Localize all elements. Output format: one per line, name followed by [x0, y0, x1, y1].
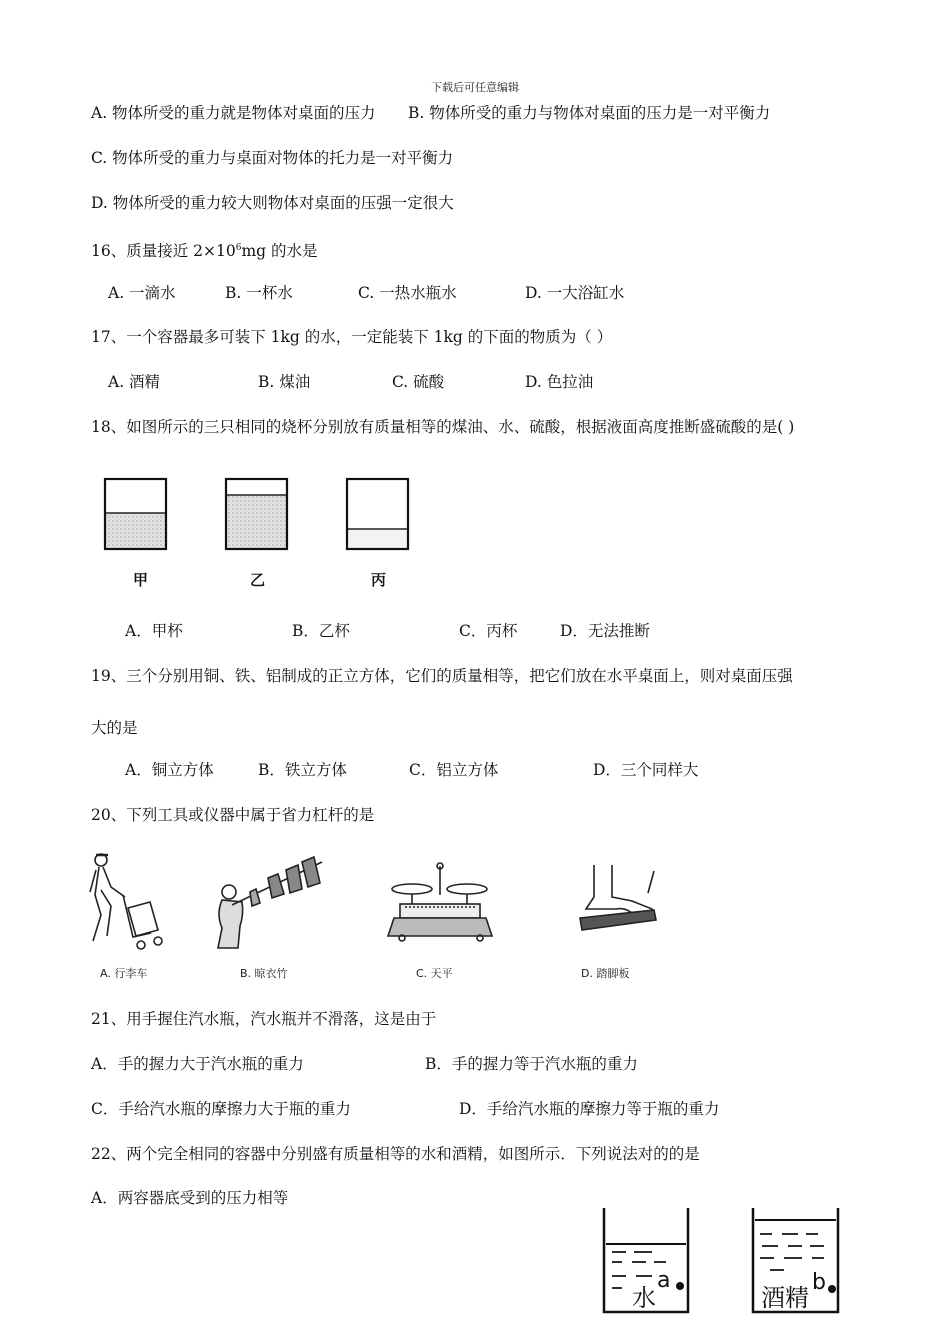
alcohol-label: 酒精: [761, 1284, 809, 1312]
q20-caption-c: C. 天平: [416, 967, 453, 980]
q17-option-d: D. 色拉油: [525, 373, 594, 391]
q20-caption-b: B. 晾衣竹: [240, 967, 288, 980]
q19-stem-line1: 19、三个分别用铜、铁、铝制成的正立方体，它们的质量相等，把它们放在水平桌面上，则对桌面压强: [91, 667, 793, 685]
q19-option-d: D．三个同样大: [593, 761, 699, 779]
q19-stem-line2: 大的是: [91, 719, 138, 737]
q19-option-a: A．铜立方体: [125, 761, 214, 779]
q22-option-a: A．两容器底受到的压力相等: [91, 1189, 289, 1207]
q18-option-a: A．甲杯: [125, 622, 183, 640]
point-a-label: a: [657, 1268, 671, 1293]
q18-option-b: B．乙杯: [292, 622, 350, 640]
beaker-label-yi: 乙: [250, 571, 266, 589]
q16-stem-pre: 16、质量接近 2×10: [91, 242, 236, 260]
q16-option-d: D. 一大浴缸水: [525, 284, 625, 302]
beaker-label-bing: 丙: [371, 571, 387, 589]
page-header: 下载后可任意编辑: [431, 81, 519, 94]
q16-stem-post: mg 的水是: [241, 242, 318, 260]
q19-option-b: B．铁立方体: [258, 761, 347, 779]
q21-option-a: A．手的握力大于汽水瓶的重力: [91, 1055, 304, 1073]
q16-option-b: B. 一杯水: [225, 284, 293, 302]
q15-option-d: D. 物体所受的重力较大则物体对桌面的压强一定很大: [91, 194, 454, 212]
q15-option-b: B. 物体所受的重力与物体对桌面的压力是一对平衡力: [408, 104, 771, 122]
beaker-label-jia: 甲: [133, 571, 149, 589]
q21-option-b: B．手的握力等于汽水瓶的重力: [425, 1055, 638, 1073]
point-b-label: b: [812, 1270, 826, 1295]
q17-stem: 17、一个容器最多可装下 1kg 的水，一定能装下 1kg 的下面的物质为（ ）: [91, 328, 613, 346]
q17-option-b: B. 煤油: [258, 373, 311, 391]
q20-stem: 20、下列工具或仪器中属于省力杠杆的是: [91, 806, 375, 824]
q15-option-a: A. 物体所受的重力就是物体对桌面的压力: [91, 104, 376, 122]
q21-option-d: D．手给汽水瓶的摩擦力等于瓶的重力: [459, 1100, 720, 1118]
q20-caption-a: A. 行李车: [100, 967, 148, 980]
q19-option-c: C．铝立方体: [409, 761, 499, 779]
q20-caption-d: D. 踏脚板: [581, 967, 630, 980]
q21-stem: 21、用手握住汽水瓶，汽水瓶并不滑落，这是由于: [91, 1010, 437, 1028]
q16-stem-exponent: 6: [235, 243, 242, 253]
q22-stem: 22、两个完全相同的容器中分别盛有质量相等的水和酒精，如图所示．下列说法对的的是: [91, 1145, 700, 1163]
q18-stem: 18、如图所示的三只相同的烧杯分别放有质量相等的煤油、水、硫酸，根据液面高度推断盛硫酸的是( ): [91, 418, 795, 436]
q15-option-c: C. 物体所受的重力与桌面对物体的托力是一对平衡力: [91, 149, 454, 167]
q16-option-c: C. 一热水瓶水: [358, 284, 457, 302]
water-label: 水: [632, 1284, 656, 1312]
q17-option-a: A. 酒精: [108, 373, 161, 391]
q17-option-c: C. 硫酸: [392, 373, 445, 391]
q18-option-c: C．丙杯: [459, 622, 518, 640]
q16-option-a: A. 一滴水: [108, 284, 176, 302]
q18-option-d: D．无法推断: [560, 622, 650, 640]
q21-option-c: C．手给汽水瓶的摩擦力大于瓶的重力: [91, 1100, 351, 1118]
